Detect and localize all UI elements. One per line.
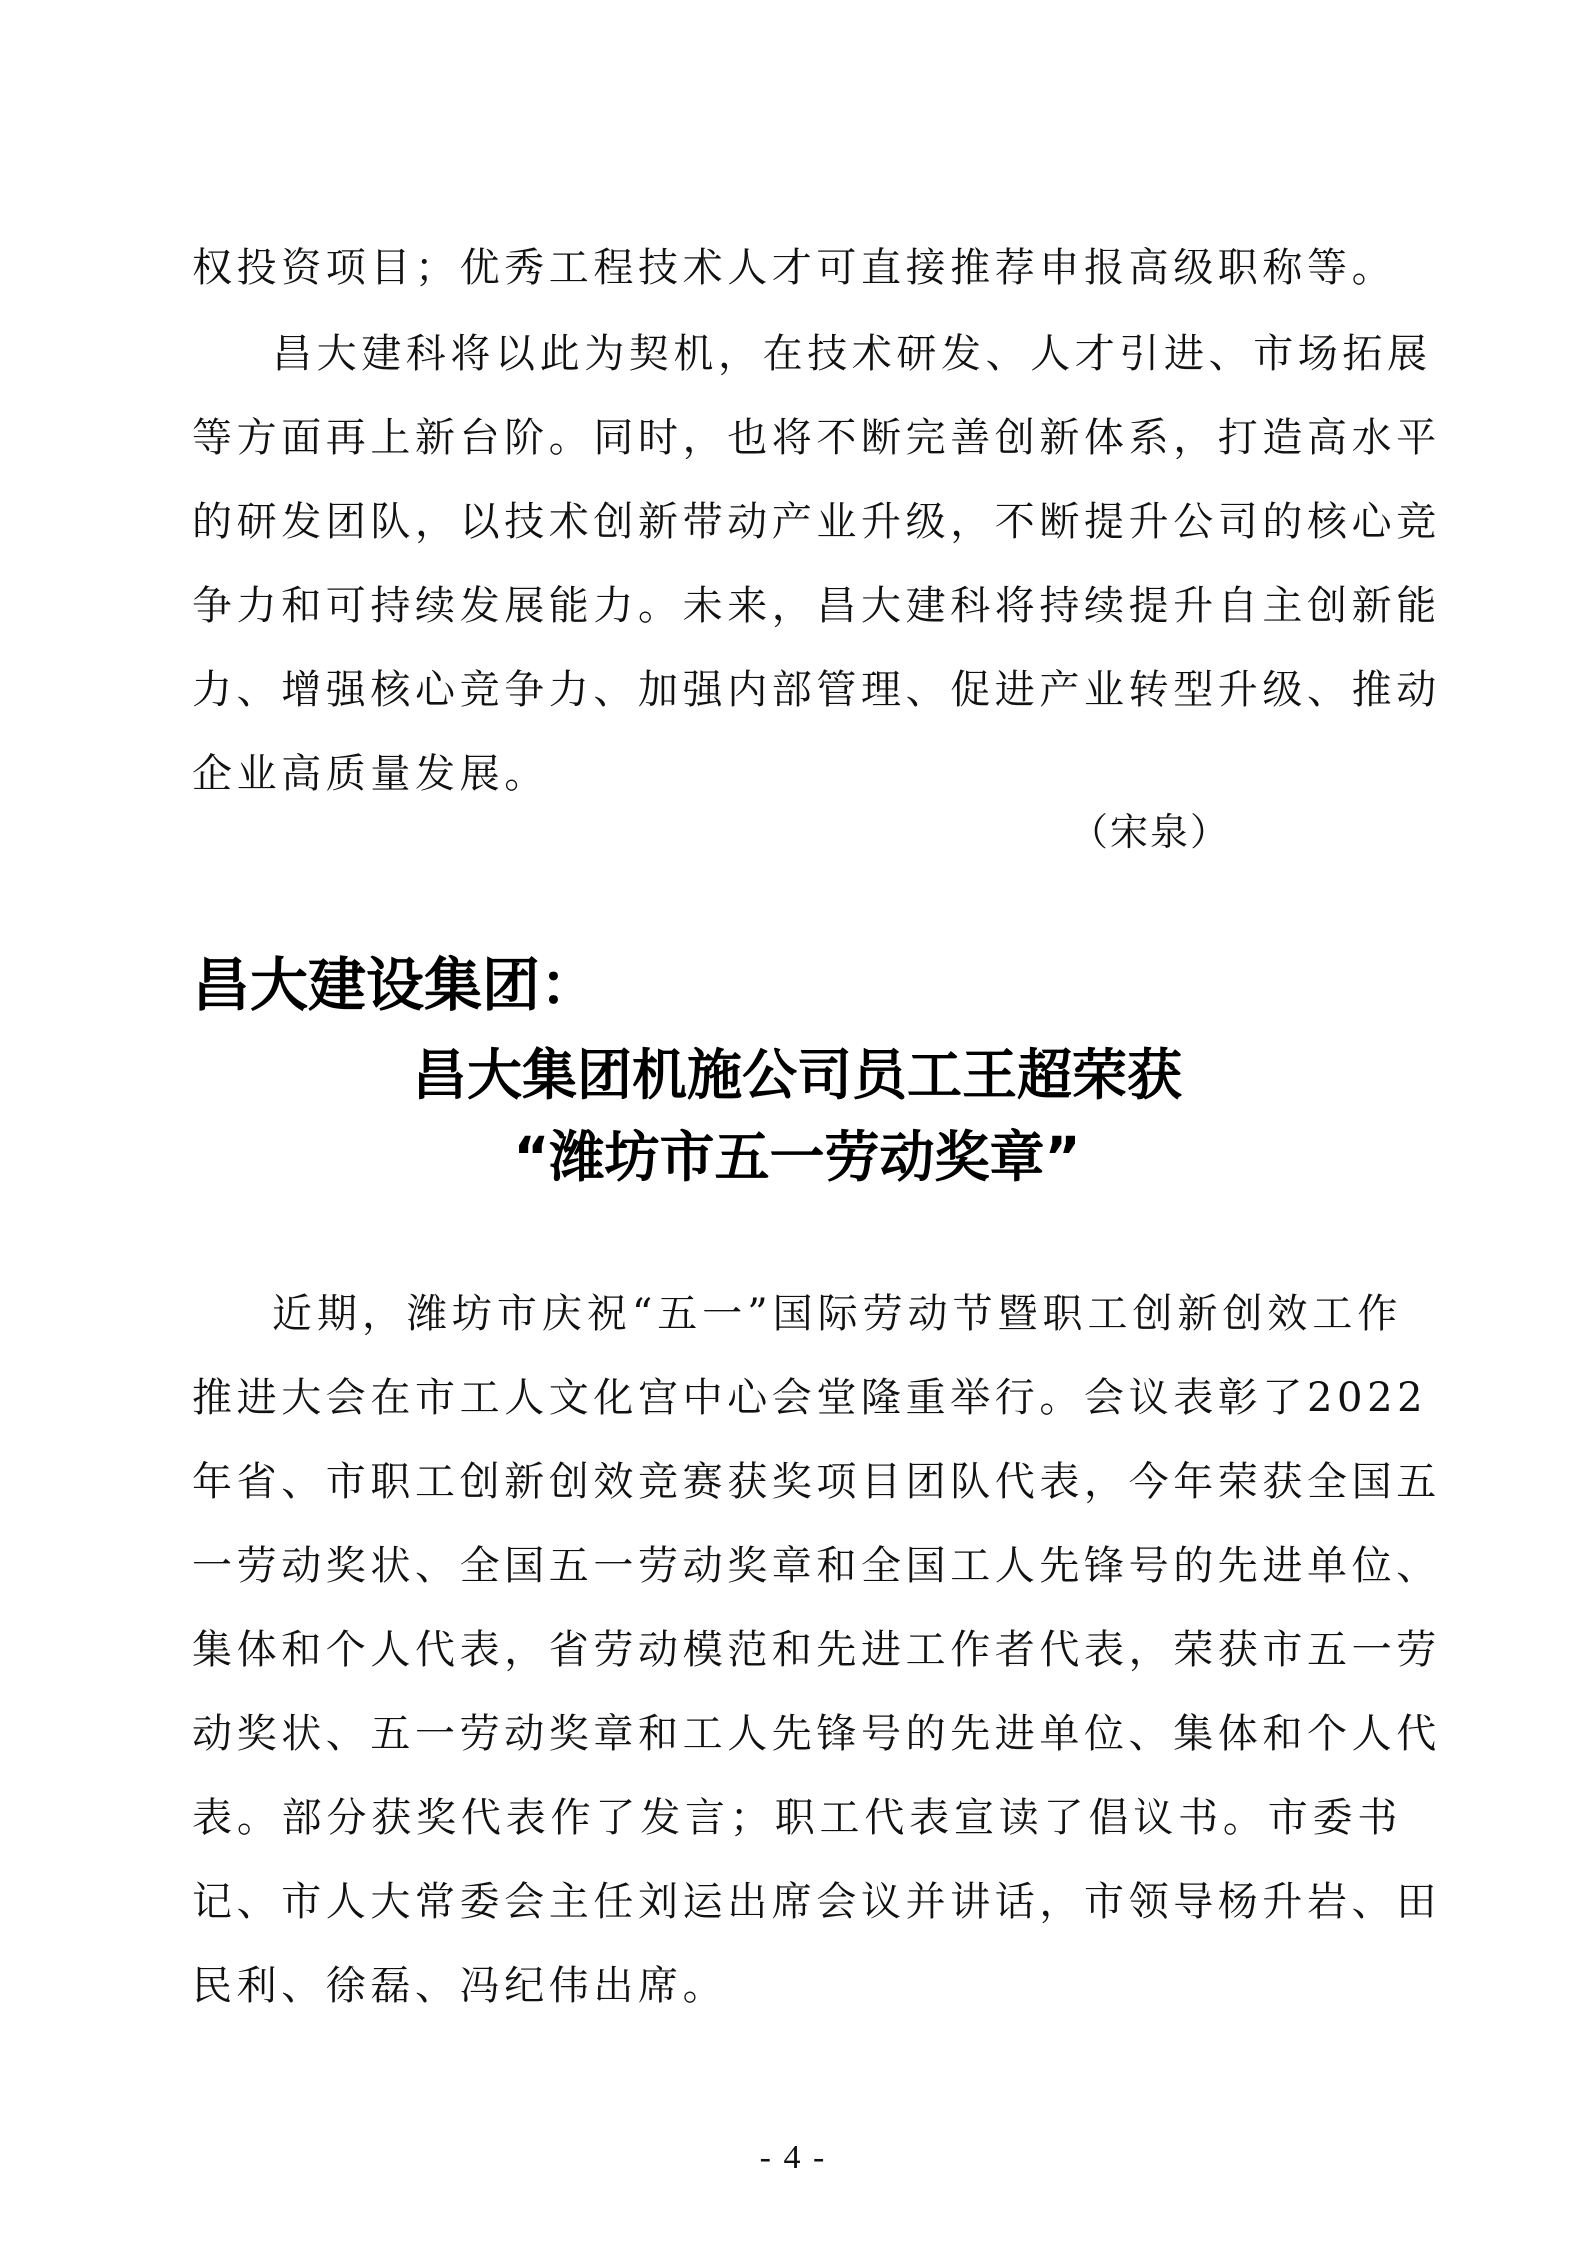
article-title-line1: 昌大集团机施公司员工王超荣获 [411, 1043, 1182, 1107]
body-line: 企业高质量发展。 [192, 751, 549, 797]
body-line: 近期，潍坊市庆祝“五一”国际劳动节暨职工创新创效工作 [272, 1291, 1402, 1337]
body-line: 推进大会在市工人文化宫中心会堂隆重举行。会议表彰了2022 [192, 1375, 1428, 1421]
body-line: 争力和可持续发展能力。未来，昌大建科将持续提升自主创新能 [192, 583, 1441, 629]
body-line: 记、市人大常委会主任刘运出席会议并讲话，市领导杨升岩、田 [192, 1879, 1441, 1925]
body-line: 一劳动奖状、全国五一劳动奖章和全国工人先锋号的先进单位、 [192, 1543, 1441, 1589]
body-line: 动奖状、五一劳动奖章和工人先锋号的先进单位、集体和个人代 [192, 1711, 1441, 1757]
body-line: 的研发团队，以技术创新带动产业升级，不断提升公司的核心竞 [192, 499, 1441, 545]
body-line: 民利、徐磊、冯纪伟出席。 [192, 1963, 728, 2009]
body-line: 权投资项目；优秀工程技术人才可直接推荐申报高级职称等。 [192, 245, 1397, 291]
body-line: 集体和个人代表，省劳动模范和先进工作者代表，荣获市五一劳 [192, 1627, 1441, 1673]
body-line: 表。部分获奖代表作了发言；职工代表宣读了倡议书。市委书 [192, 1795, 1402, 1841]
article-title-line2: “潍坊市五一劳动奖章” [513, 1125, 1081, 1189]
body-line: 昌大建科将以此为契机，在技术研发、人才引进、市场拓展 [272, 331, 1432, 377]
author-signature: （宋泉） [1070, 810, 1231, 854]
section-heading: 昌大建设集团： [192, 951, 599, 1019]
body-line: 年省、市职工创新创效竞赛获奖项目团队代表，今年荣获全国五 [192, 1459, 1441, 1505]
page-number: - 4 - [759, 2139, 827, 2176]
body-line: 力、增强核心竞争力、加强内部管理、促进产业转型升级、推动 [192, 667, 1441, 713]
body-line: 等方面再上新台阶。同时，也将不断完善创新体系，打造高水平 [192, 415, 1441, 461]
